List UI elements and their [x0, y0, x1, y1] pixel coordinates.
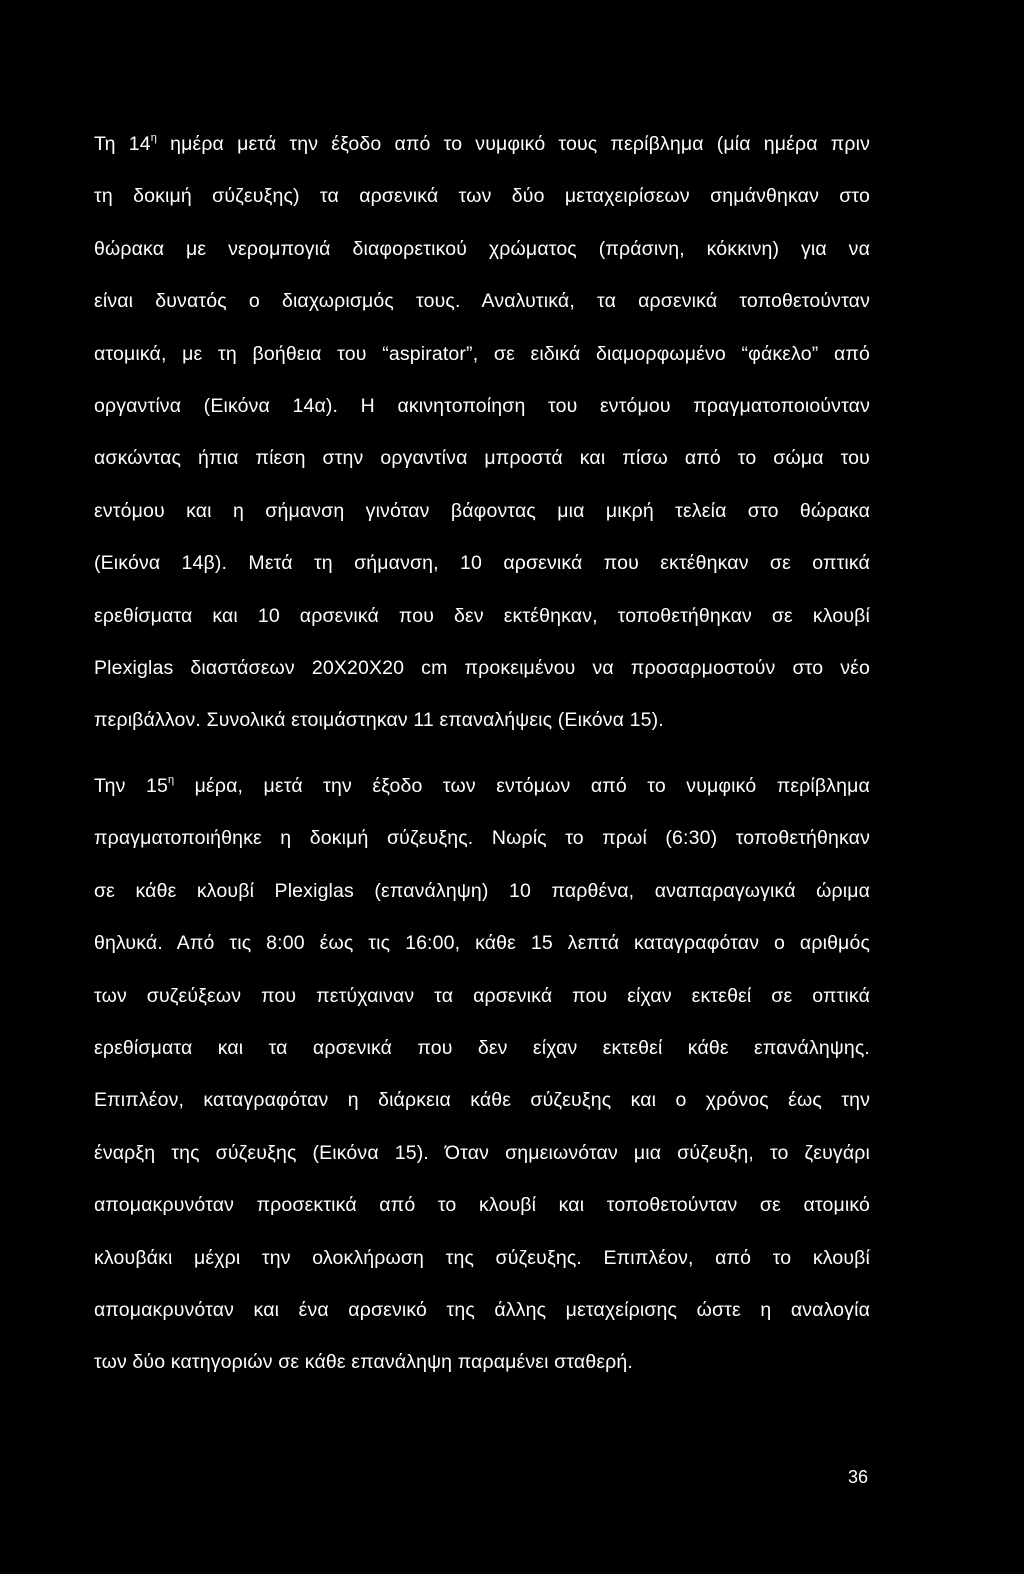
page-number: 36: [847, 1467, 868, 1487]
paragraph-line: των συζεύξεων που πετύχαιναν τα αρσενικά που είχαν εκτεθεί σε οπτικά: [94, 984, 870, 1007]
paragraph-line: θώρακα με νερομπογιά διαφορετικού χρώματος (πράσινη, κόκκινη) για να: [94, 237, 870, 260]
paragraph-line: οργαντίνα (Εικόνα 14α). Η ακινητοποίηση του εντόμου πραγματοποιούνταν: [94, 394, 870, 417]
paragraph-line: θηλυκά. Από τις 8:00 έως τις 16:00, κάθε 15 λεπτά καταγραφόταν ο αριθμός: [94, 932, 870, 955]
line-text: μέρα, μετά την έξοδο των εντόμων από το νυμφικό περίβλημα: [174, 775, 870, 797]
paragraph-line: εντόμου και η σήμανση γινόταν βάφοντας μια μικρή τελεία στο θώρακα: [94, 499, 870, 522]
paragraph-line: ασκώντας ήπια πίεση στην οργαντίνα μπροστά και πίσω από το σώμα του: [94, 447, 870, 470]
paragraph-line: πραγματοποιήθηκε η δοκιμή σύζευξης. Νωρίς το πρωί (6:30) τοποθετήθηκαν: [94, 827, 870, 850]
paragraph-line: ατομικά, με τη βοήθεια του “aspirator”, σε ειδικά διαμορφωμένο “φάκελο” από: [94, 342, 870, 365]
line-text: ημέρα μετά την έξοδο από το νυμφικό τους περίβλημα (μία ημέρα πριν: [157, 133, 871, 155]
paragraph-line: [94, 118, 870, 170]
paragraph-line: ερεθίσματα και τα αρσενικά που δεν είχαν εκτεθεί κάθε επανάληψης.: [94, 1036, 870, 1059]
paragraph-line: Plexiglas διαστάσεων 20Χ20Χ20 cm προκειμένου να προσαρμοστούν στο νέο: [94, 656, 870, 679]
paragraph-line: απομακρυνόταν και ένα αρσενικό της άλλης μεταχείρισης ώστε η αναλογία: [94, 1298, 870, 1321]
paragraph-line: Επιπλέον, καταγραφόταν η διάρκεια κάθε σύζευξης και ο χρόνος έως την: [94, 1089, 870, 1112]
paragraph-line: είναι δυνατός ο διαχωρισμός τους. Αναλυτικά, τα αρσενικά τοποθετούνταν: [94, 290, 870, 313]
paragraph-line: σε κάθε κλουβί Plexiglas (επανάληψη) 10 παρθένα, αναπαραγωγικά ώριμα: [94, 879, 870, 902]
line-text: Τη 14: [94, 133, 151, 155]
paragraph-1: [94, 118, 870, 747]
superscript-eta: η: [167, 773, 175, 786]
paragraph-line: έναρξη της σύζευξης (Εικόνα 15). Όταν σημειωνόταν μια σύζευξη, το ζευγάρι: [94, 1141, 870, 1164]
paragraph-line: [94, 760, 870, 812]
paragraph-line: των δύο κατηγοριών σε κάθε επανάληψη παραμένει σταθερή.: [94, 1351, 633, 1374]
superscript-eta: η: [150, 131, 157, 144]
paragraph-line: κλουβάκι μέχρι την ολοκλήρωση της σύζευξης. Επιπλέον, από το κλουβί: [94, 1246, 870, 1269]
paragraph-line: τη δοκιμή σύζευξης) τα αρσενικά των δύο μεταχειρίσεων σημάνθηκαν στο: [94, 185, 870, 208]
paragraph-2: [94, 760, 870, 1389]
paragraph-line: απομακρυνόταν προσεκτικά από το κλουβί και τοποθετούνταν σε ατομικό: [94, 1194, 870, 1217]
paragraph-line: ερεθίσματα και 10 αρσενικά που δεν εκτέθηκαν, τοποθετήθηκαν σε κλουβί: [94, 604, 870, 627]
paragraph-line: περιβάλλον. Συνολικά ετοιμάστηκαν 11 επαναλήψεις (Εικόνα 15).: [94, 709, 664, 732]
paragraph-line: (Εικόνα 14β). Μετά τη σήμανση, 10 αρσενικά που εκτέθηκαν σε οπτικά: [94, 552, 870, 575]
line-text: Την 15: [94, 775, 168, 797]
